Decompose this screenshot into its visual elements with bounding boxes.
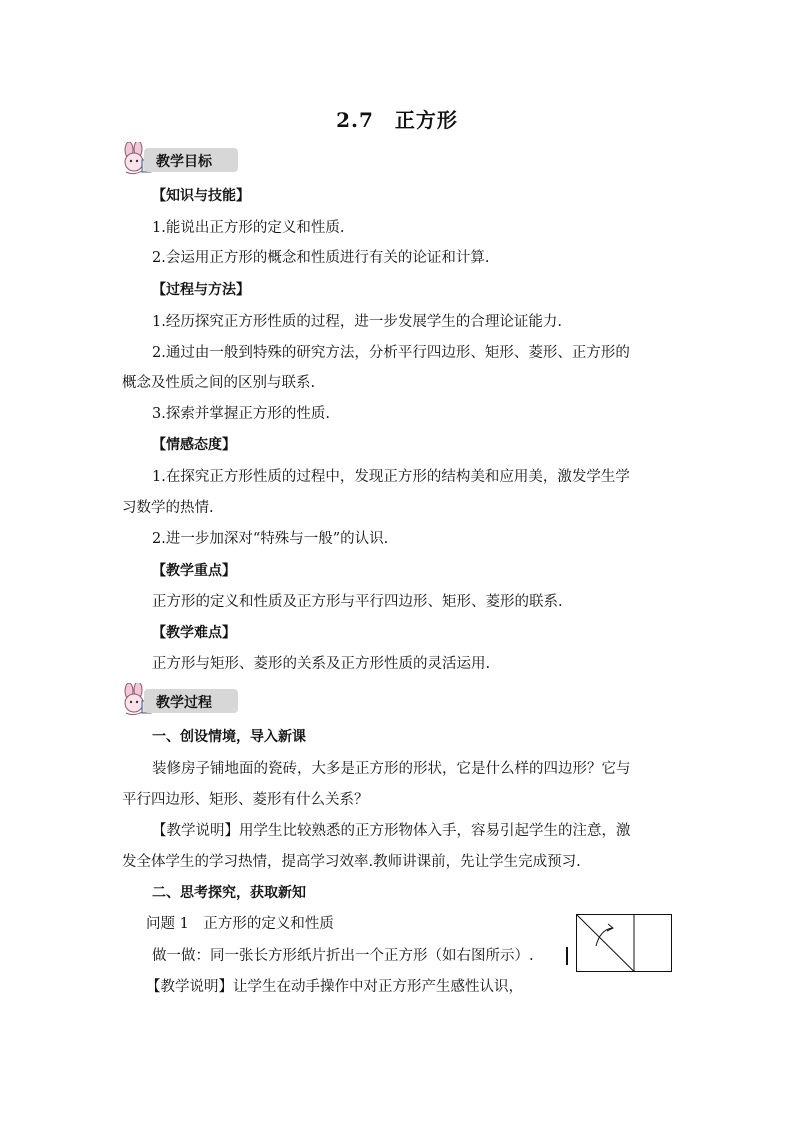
paragraph: 装修房子铺地面的瓷砖，大多是正方形的形状，它是什么样的四边形？它与	[152, 761, 631, 777]
text-cursor	[566, 947, 568, 965]
paragraph-cont: 发全体学生的学习热情，提高学习效率.教师讲课前，先让学生完成预习.	[122, 854, 581, 870]
heading-attitude: 【情感态度】	[152, 437, 236, 453]
paragraph-cont: 平行四边形、矩形、菱形有什么关系？	[122, 792, 369, 808]
heading-difficulty: 【教学难点】	[152, 625, 236, 641]
paragraph: 3.探索并掌握正方形的性质.	[152, 406, 330, 422]
section-badge	[144, 689, 238, 713]
paragraph: 正方形的定义和性质及正方形与平行四边形、矩形、菱形的联系.	[152, 594, 563, 610]
heading-step1: 一、创设情境，导入新课	[152, 729, 306, 745]
paragraph: 1.经历探究正方形性质的过程，进一步发展学生的合理论证能力.	[152, 314, 562, 330]
section-label: 教学目标	[156, 154, 212, 170]
paragraph: 1.在探究正方形性质的过程中，发现正方形的结构美和应用美，激发学生学	[152, 469, 630, 485]
section-header-process	[118, 683, 240, 717]
heading-knowledge: 【知识与技能】	[152, 188, 250, 204]
paragraph: 正方形与矩形、菱形的关系及正方形性质的灵活运用.	[152, 656, 491, 672]
section-header-objectives	[118, 142, 240, 176]
heading-step2: 二、思考探究，获取新知	[152, 885, 306, 901]
paragraph-cont: 习数学的热情.	[122, 500, 214, 516]
paragraph: 2.进一步加深对“特殊与一般”的认识.	[152, 531, 389, 547]
heading-process: 【过程与方法】	[152, 282, 250, 298]
paragraph: 【教学说明】让学生在动手操作中对正方形产生感性认识，	[146, 979, 523, 995]
question-title: 问题 1 正方形的定义和性质	[146, 916, 334, 932]
paragraph: 1.能说出正方形的定义和性质.	[152, 220, 345, 236]
paragraph: 做一做：同一张长方形纸片折出一个正方形（如右图所示）.	[152, 948, 534, 964]
paragraph: 2.会运用正方形的概念和性质进行有关的论证和计算.	[152, 250, 490, 266]
paragraph: 【教学说明】用学生比较熟悉的正方形物体入手，容易引起学生的注意，激	[152, 823, 631, 839]
page-title: 2.7 正方形	[336, 108, 458, 132]
folding-figure	[576, 914, 672, 972]
section-label: 教学过程	[156, 695, 212, 711]
paragraph-cont: 概念及性质之间的区别与联系.	[122, 375, 316, 391]
heading-key-points: 【教学重点】	[152, 563, 236, 579]
paragraph: 2.通过由一般到特殊的研究方法，分析平行四边形、矩形、菱形、正方形的	[152, 345, 630, 361]
section-badge	[144, 148, 238, 172]
